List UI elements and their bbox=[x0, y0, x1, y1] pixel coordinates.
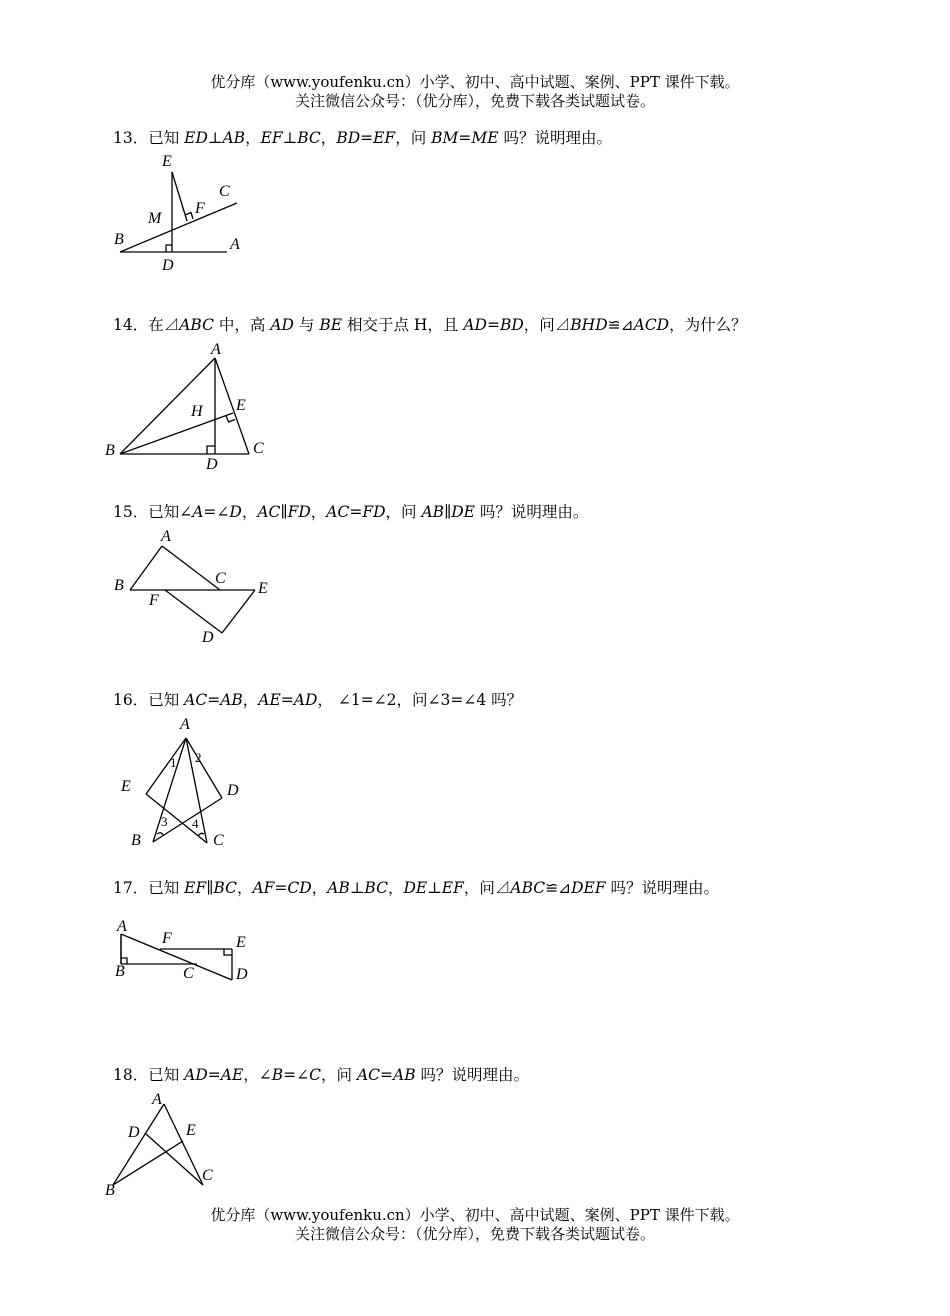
label-D: D bbox=[206, 456, 218, 473]
label-B: B bbox=[114, 231, 124, 248]
angle-1-label: 1 bbox=[170, 755, 177, 770]
label-E: E bbox=[186, 1122, 196, 1139]
question-15-text: 15．已知∠A=∠D，AC∥FD，AC=FD，问 AB∥DE 吗？说明理由。 bbox=[113, 503, 589, 521]
label-D: D bbox=[236, 966, 248, 983]
label-E: E bbox=[121, 778, 131, 795]
label-D: D bbox=[128, 1124, 140, 1141]
label-A: A bbox=[117, 918, 127, 935]
label-C: C bbox=[213, 832, 224, 849]
label-M: M bbox=[148, 210, 162, 227]
question-16-text: 16．已知 AC=AB，AE=AD， ∠1=∠2，问∠3=∠4 吗？ bbox=[113, 691, 523, 709]
label-B: B bbox=[105, 1182, 115, 1199]
label-B: B bbox=[115, 963, 125, 980]
label-F: F bbox=[149, 592, 159, 609]
label-C: C bbox=[183, 965, 194, 982]
label-E: E bbox=[162, 153, 172, 170]
header-line-2: 关注微信公众号：（优分库），免费下载各类试题试卷。 bbox=[294, 92, 655, 110]
label-A: A bbox=[180, 716, 190, 733]
question-14-text: 14．在⊿ABC 中，高 AD 与 BE 相交于点 H，且 AD=BD，问⊿BHD≌⊿ACD，为什么？ bbox=[113, 316, 747, 334]
label-F: F bbox=[195, 200, 205, 217]
label-E: E bbox=[258, 580, 268, 597]
label-E: E bbox=[236, 934, 246, 951]
label-B: B bbox=[131, 832, 141, 849]
header-line-1: 优分库（www.youfenku.cn）小学、初中、高中试题、案例、PPT 课件下载。 bbox=[210, 73, 740, 91]
label-C: C bbox=[253, 440, 264, 457]
question-18-text: 18．已知 AD=AE，∠B=∠C，问 AC=AB 吗？说明理由。 bbox=[113, 1066, 530, 1084]
label-D: D bbox=[227, 782, 239, 799]
question-13-text: 13．已知 ED⊥AB，EF⊥BC，BD=EF，问 BM=ME 吗？说明理由。 bbox=[113, 129, 612, 147]
label-A: A bbox=[152, 1091, 162, 1108]
angle-4-label: 4 bbox=[192, 816, 199, 831]
label-D: D bbox=[162, 257, 174, 274]
label-D: D bbox=[202, 629, 214, 646]
footer-line-2: 关注微信公众号：（优分库），免费下载各类试题试卷。 bbox=[294, 1225, 655, 1243]
label-B: B bbox=[105, 442, 115, 459]
angle-3-label: 3 bbox=[161, 814, 168, 829]
label-E: E bbox=[236, 397, 246, 414]
question-17-text: 17．已知 EF∥BC，AF=CD，AB⊥BC，DE⊥EF，问⊿ABC≌⊿DEF 吗？说明理由。 bbox=[113, 879, 720, 897]
label-A: A bbox=[230, 236, 240, 253]
angle-2-label: 2 bbox=[195, 750, 202, 765]
label-C: C bbox=[219, 183, 230, 200]
label-H: H bbox=[191, 403, 203, 420]
label-B: B bbox=[114, 577, 124, 594]
label-A: A bbox=[211, 341, 221, 358]
label-C: C bbox=[215, 570, 226, 587]
label-F: F bbox=[162, 930, 172, 947]
footer-line-1: 优分库（www.youfenku.cn）小学、初中、高中试题、案例、PPT 课件下载。 bbox=[210, 1206, 740, 1224]
label-A: A bbox=[161, 528, 171, 545]
label-C: C bbox=[202, 1167, 213, 1184]
